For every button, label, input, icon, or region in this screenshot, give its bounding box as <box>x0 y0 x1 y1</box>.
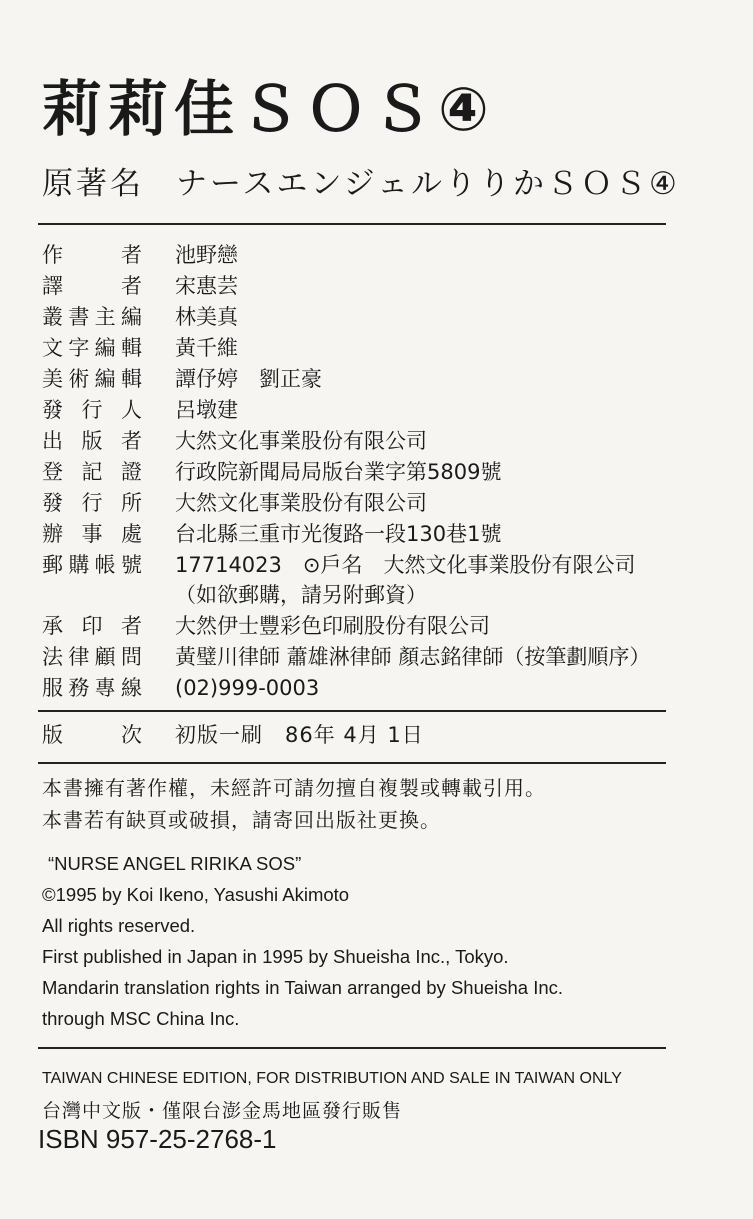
agency-line: through MSC China Inc. <box>42 1008 240 1029</box>
defect-notice: 本書若有缺頁或破損，請寄回出版社更換。 <box>42 808 441 832</box>
divider-middle <box>38 710 666 712</box>
credit-key: 辦 事 處 <box>42 522 142 546</box>
distribution-english: TAIWAN CHINESE EDITION, FOR DISTRIBUTION AND SALE IN TAIWAN ONLY <box>42 1070 622 1087</box>
divider-top <box>38 223 666 225</box>
copyright-notice: 本書擁有著作權，未經許可請勿擅自複製或轉載引用。 <box>42 776 546 800</box>
divider-bottom <box>38 1047 666 1049</box>
credit-key: 譯 者 <box>42 274 142 298</box>
original-title-value: ナースエンジェルりりかＳＯＳ④ <box>176 166 680 202</box>
credit-key: 出 版 者 <box>42 429 142 453</box>
credit-value: 大然文化事業股份有限公司 <box>175 429 427 453</box>
credit-key: 服務專線 <box>42 676 142 700</box>
translation-rights-line: Mandarin translation rights in Taiwan arranged by Shueisha Inc. <box>42 977 564 998</box>
publication-line: First published in Japan in 1995 by Shueisha Inc., Tokyo. <box>42 946 509 967</box>
distribution-chinese: 台灣中文版・僅限台澎金馬地區發行販售 <box>42 1100 403 1122</box>
english-title: “NURSE ANGEL RIRIKA SOS” <box>48 853 302 874</box>
credit-value: 大然文化事業股份有限公司 <box>175 491 427 515</box>
original-title-label: 原著名 <box>42 166 144 202</box>
credit-value: 池野戀 <box>175 243 238 267</box>
credit-key: 郵購帳號 <box>42 553 142 577</box>
edition-value: 初版一刷 86年 4月 1日 <box>175 723 424 747</box>
credit-key: 發 行 人 <box>42 398 142 422</box>
isbn: ISBN 957-25-2768-1 <box>38 1124 277 1154</box>
credit-key: 法律顧問 <box>42 645 142 669</box>
credit-value: 行政院新聞局局版台業字第5809號 <box>175 460 502 484</box>
credit-value: （如欲郵購，請另附郵資） <box>175 583 427 607</box>
rights-reserved: All rights reserved. <box>42 915 196 936</box>
edition-key: 版 次 <box>42 723 142 747</box>
credit-value: 林美真 <box>175 305 238 329</box>
credit-key: 作 者 <box>42 243 142 267</box>
credit-value: 呂墩建 <box>175 398 238 422</box>
credit-key: 登 記 證 <box>42 460 142 484</box>
credit-value: 大然伊士豐彩色印刷股份有限公司 <box>175 614 490 638</box>
copyright-line: ©1995 by Koi Ikeno, Yasushi Akimoto <box>42 884 350 905</box>
credit-value: 宋惠芸 <box>175 274 238 298</box>
credit-value: 譚伃婷 劉正豪 <box>175 367 322 391</box>
credit-value: 黃璧川律師 蕭雄淋律師 顏志銘律師（按筆劃順序） <box>175 645 651 669</box>
credit-key: 美術編輯 <box>42 367 142 391</box>
credit-key: 承 印 者 <box>42 614 142 638</box>
credit-value: 17714023 ⊙戶名 大然文化事業股份有限公司 <box>175 553 636 577</box>
divider-edition <box>38 762 666 764</box>
credit-key: 文字編輯 <box>42 336 142 360</box>
credit-value: (02)999-0003 <box>175 676 320 700</box>
credit-value: 台北縣三重市光復路一段130巷1號 <box>175 522 502 546</box>
credit-value: 黃千維 <box>175 336 238 360</box>
credit-key: 發 行 所 <box>42 491 142 515</box>
credit-key: 叢書主編 <box>42 305 142 329</box>
book-title: 莉莉佳ＳＯＳ④ <box>42 75 495 145</box>
original-title <box>42 158 680 203</box>
edition-row <box>42 719 424 749</box>
